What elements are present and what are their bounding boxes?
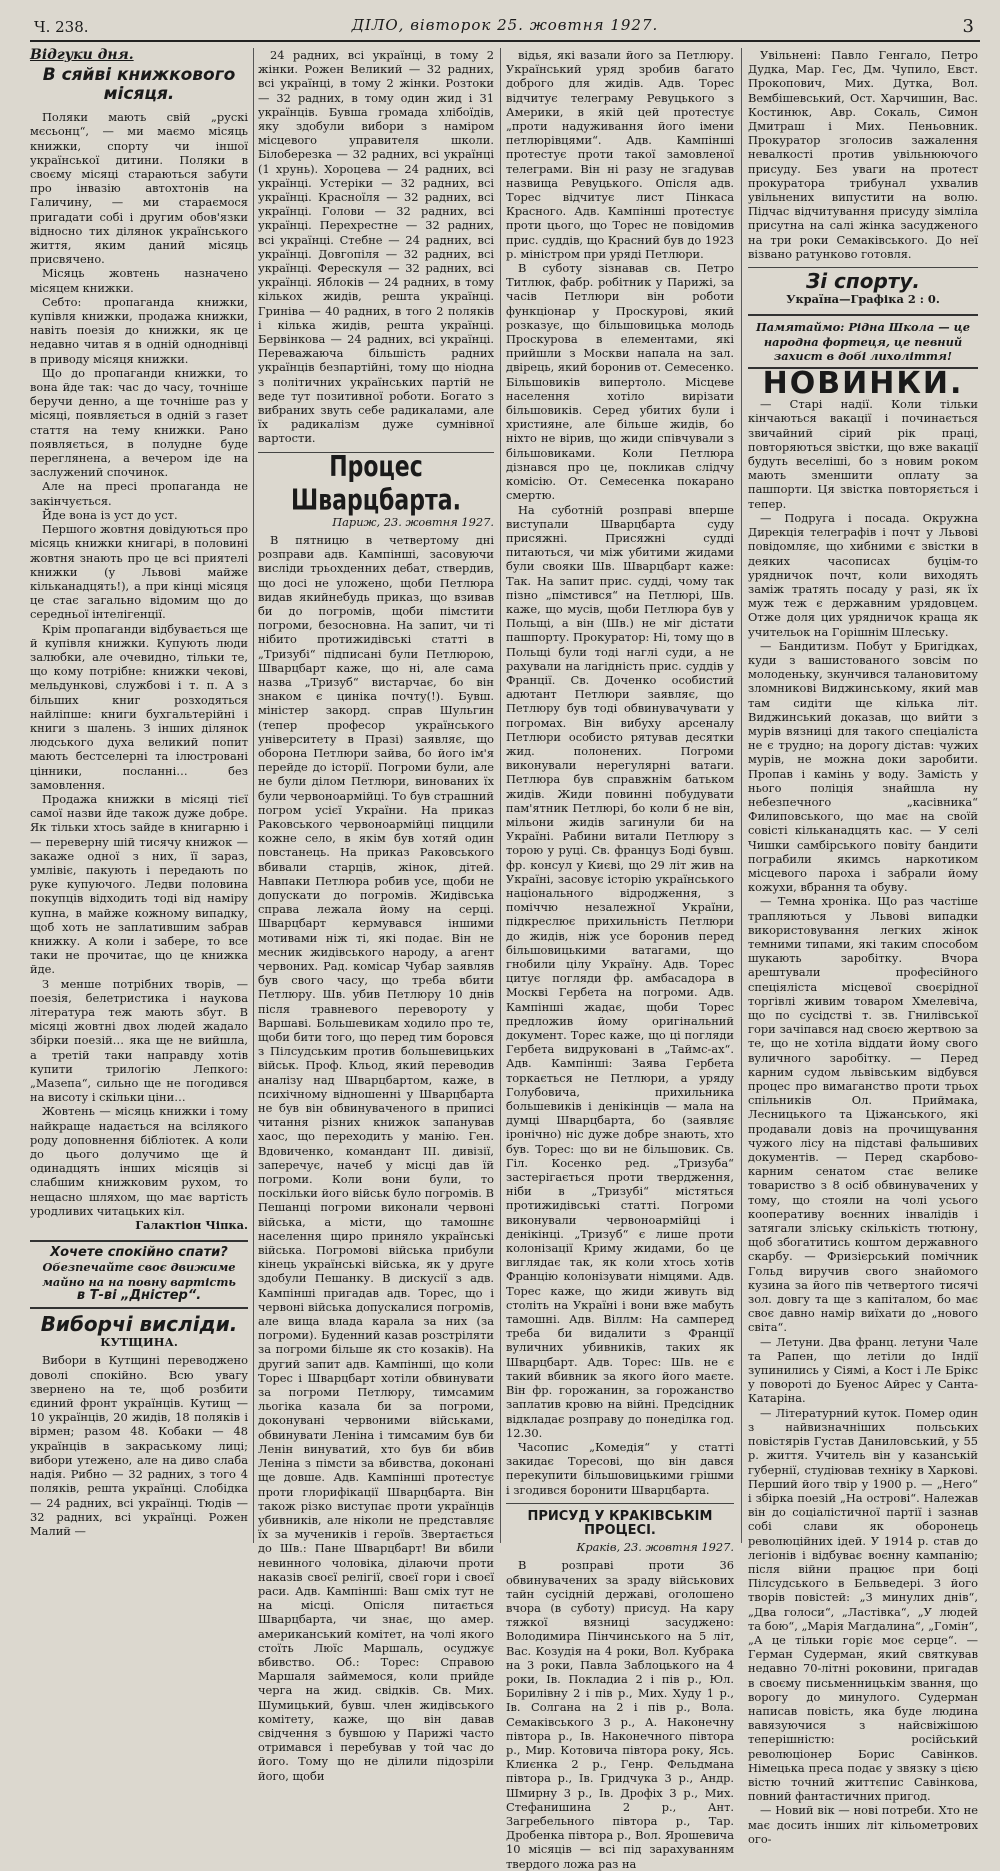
ad-title: Хочете спокійно спати? — [50, 1245, 228, 1261]
section-title: НОВИНКИ. — [762, 366, 964, 402]
column-1 — [30, 48, 248, 1543]
column-divider — [253, 48, 254, 1543]
news-item: — Бандитизм. Побут у Бригідках, куди з вашистованого зовсім по молоденьку, зкунчився талановитому зломникові Виджинському, який мав там сидіти ще кілька літ. Виджинський доказав, що вийти з мурів вязниці для такого спеціаліста не є трудно; на дорогу дістав: чужих мурів, не можна доки заробити. Пропав і камінь у воду. Замість у нього поліція знайшла ну небезпечного „касівника“ Филиповського, що має на своїй совісті кільканадцять кас. — У селі Чишки самбірського повіту бандити пограбили якимсь наркотиком місцевого пароха і забрали йому кожухи, вбрання та обуву. — [748, 638, 978, 895]
paragraph: На суботній розправі вперше виступали Шварцбарта суду присяжні. Присяжні судді питаються, чи між убитими жидами були свояки Шв. Шварцбарт каже: Так. На запит прис. судді, чому так пізно „пімстився“ на Петлюрі, Шв. каже, що мусів, щоби Петлюра був у Польщі, а він (Шв.) не міг дістати пашпорту. Прокуратор: Ні, тому що в Польщі були тоді наглі суди, а не рахували на лагідність прис. суддів у Франції. Св. Доченко особистий адютант Петлюри заявляє, що Петлюру був тоді обвинувачувати у погромах. Він вибуху арсеналу Петлюри особисто рятував десятки жид. полонених. Погроми виконували нерегулярні ватаги. Петлюра був справжнім батьком жидів. Жиди повинні побудувати пам'ятник Петлюрі, бо коли б не він, мільони жидів загинули би на Україні. Рабини витали Петлюру з торою у руці. Св. француз Боді бувш. фр. консул у Києві, що 29 літ жив на Україні, засовує історію українського національного відродження, з поміччю незалежної України, підкреслює прихильність Петлюри до жидів, ніж усе боронив перед більшовицькими ватагами, що гнобили цілу Україну. Адв. Торес цитує погляди фр. амбасадора в Москві Гербета на погроми. Адв. Кампінші жадає, щоби Торес предложив йому оригінальний документ. Торес каже, що ці погляди Гербета видруковані в „Таймс-ах“. Адв. Кампінші: Заява Гербета торкається не Петлюри, а уряду Голубовича, прихильника большевиків і денікінців — мала на думці Шварцбарта, бо (заявляє іронічно) ніс дуже добре знають, хто був. Торес: що ви не більшовик. Св. Гіл. Косенко ред. „Тризуба“ застерігається проти твердження, ніби в „Тризубі“ містяться протижидівські статті. Погроми виконували червоноармійці і денікінці. „Тризуб“ є лише проти колонізації Криму жидами, бо це виглядає так, як коли хтось хотів Францію колонізувати німцями. Адв. Торес каже, що жиди живуть від століть на Україні і вони вже мабуть тамошні. Адв. Віллм: На самперед треба би видалити з Франції вуличних убивників, таких як Шварцбарт. Адв. Торес: Шв. не є такий вбивник за якого його маєте. Він фр. горожанин, за горожанство заплатив кровю на війні. Предсідник відкладає розправу до понеділка год. 12.30. — [506, 502, 734, 1440]
column-divider — [500, 48, 501, 1543]
paragraph: Продажа книжки в місяці тієї самої назви йде також дуже добре. Як тільки хтось зайде в книгарню і — переверну шій тисячу книжок — закаже одної з них, її зараз, умлівіє, пакують і передають по руке купуючого. Ледви половина покупців відходить тоді від наміру купна, в майже кожному випадку, щоб хоть не заплатившим забрав книжку. А коли і забере, то все таки не прочитає, що це книжка йде. — [30, 791, 248, 977]
paragraph: Себто: пропаганда книжки, купівля книжки, продажа книжки, навіть поезія до книжки, як це недавно читав я в одній одноднівці в приводу місяця книжки. — [30, 294, 248, 366]
page-header — [30, 14, 980, 42]
ad-text: Обезпечайте своє движиме майно на на повну вартість — [42, 1260, 236, 1289]
column-3 — [506, 48, 734, 1871]
section-title: Зі спорту. — [806, 269, 920, 294]
paragraph: Крім пропаганди відбувається ще й купівля книжки. Купують люди залюбки, але очевидно, тільки те, що кому потрібне: книжки чекові, мельдункові, службові і т. п. А з більших книг розходяться найліпше: книги бухгальтерійні і книги з шалень. З інших ділянок людського духа великий попит мають бестселерні та ілюстровані цінники, посланні… без замовлення. — [30, 621, 248, 792]
sport-result: Україна—Графіка 2 : 0. — [786, 292, 940, 307]
page-number: 3 — [962, 16, 974, 37]
news-item: — Летуни. Два франц. летуни Чале та Рапен, що летіли до Індії зупинились у Сіямі, а Кост і Ле Брікс у повороті до Буенос Айрес у Санта-Катаріна. — [748, 1334, 978, 1406]
masthead: ДІЛО, вівторок 25. жовтня 1927. — [351, 16, 659, 34]
paragraph: Йде вона із уст до уст. — [42, 507, 178, 522]
paragraph: В розправі проти 36 обвинувачених за зраду військових тайн сусідній державі, оголошено вчора (в суботу) присуд. На кару тяжкої вязниці засуджено: Володимира Пінчинського на 5 літ, Вас. Козудія на 4 роки, Вол. Кубрака на 3 роки, Павла Заблоцького на 4 роки, Ів. Покладиа 2 і пів р., Юл. Борилівну 2 і пів р., Мих. Худу 1 р., Ів. Солгана на 2 і пів р., Вола. Семаківського 3 р., А. Наконечну півтора р., Ів. Наконечного півтора р., Мир. Котовича півтора року, Ясь. Клиєнка 2 р., Генр. Фельдмана півтора р., Ів. Гридчука 3 р., Андр. Шмирну 3 р., Ів. Дрофіх 3 р., Мих. Стефанишина 2 р., Ант. Загребельного півтора р., Тар. Дробенка півтора р., Вол. Ярошевича 10 місяців — всі під зарахуванням твердого ложа раз на — [506, 1558, 734, 1871]
news-item: — Новий вік — нові потреби. Хто не має досить інших літ кільометрових ого- — [748, 1803, 978, 1846]
dateline: Краків, 23. жовтня 1927. — [576, 1540, 734, 1555]
ad-firm: в Т-ві „Дністер“. — [76, 1287, 202, 1303]
paragraph: Часопис „Комедія“ у статті закидає Торесові, що він дався перекупити більшовицькими грішми і згодився боронити Шварцбарта. — [506, 1439, 734, 1497]
paragraph: Першого жовтня довідуються про місяць книжки книгарі, в половині жовтня знають про це всі приятелі книжки (у Львові майже кільканадцять!), а при кінці місяця це стає загально відомим що до середньої інтелігенції. — [30, 522, 248, 622]
issue-number: Ч. 238. — [34, 18, 89, 36]
paragraph: Вибори в Кутщині переводжено доволі спокійно. Всю увагу звернено на те, щоб розбити єдиний фронт українців. Кутищ — 10 українців, 20 жидів, 18 поляків і вірмен; разом 48. Кобаки — 48 українців в закраському лиці; вибори утежено, але на диво слаба надія. Рибно — 32 радних, з того 4 поляків, решта українці. Слобідка — 24 радних, всі українці. Тюдів — 32 радних, всі українці. Рожен Малий — — [30, 1353, 248, 1538]
paragraph: Поляки мають свій „рускі мєсьонц“, — ми маємо місяць книжки, спорту чи іншої української дитини. Поляки в своєму місяці стараються забути про інвазію автохтонів на Галичину, — ми стараємося пригадати собі і другим обов'язки відносно тих ділянок українського життя, яким даний місяць присвячено. — [30, 110, 248, 267]
paragraph: відья, які вазали його за Петлюру. Український уряд зробив багато доброго для жидів. Адв. Торес відчитує телеграму Ревуцького з Америки, в якій цей протестує „проти надуживання його імени петлюрівцями“. Адв. Кампінші протестує проти такої замовленої телеграми. Він ні разу не згадував назвища Ревуцького. Опісля адв. Торес відчитує лист Пінкаса Красного. Адв. Кампінші протестує проти цього, що Торес не повідомив прис. суддів, що Красний був до 1923 р. міністром при уряді Петлюри. — [506, 48, 734, 261]
paragraph: З менше потрібних творів, — поезія, белетристика і наукова література теж мають збут. В місяці жовтні двох людей жадало збірки поезій… яка ще не вийшла, а третій таки направду хотів купити трилогію Лепкого: „Мазепа“, сильно ще не погодився на висоту і скільки ціни… — [30, 976, 248, 1105]
author-signature: Галактіон Чіпка. — [135, 1218, 248, 1233]
news-item: — Старі надії. Коли тільки кінчаються вакації і починається звичайний сірий рік праці, повторяються звістки, що вже вакації будуть веселіші, бо з новим роком мають зменшити оплату за пашпорти. Ця звістка повторяється і тепер. — [748, 397, 978, 511]
column-2 — [258, 48, 494, 1783]
paragraph: В суботу зізнавав св. Петро Титлюк, фабр. робітник у Парижі, за часів Петлюри він роботи функціонар у Проскурові, який розказує, що більшовицька молодь Проскурова в елементами, які прийшли з Москви напала на зал. двірець, який боронив от. Семесенко. Більшовиків випертоло. Місцеве населення хотіло вирізати більшовиків. Серед убитих були і християне, але більше жидів, бо ніхто не вірив, що жиди співчували з більшовиками. Коли Петлюра дізнався про це, покликав слідчу комісію. От. Семесенка покарано смертю. — [506, 261, 734, 503]
article-subtitle: КУТЩИНА. — [100, 1335, 178, 1350]
divider — [506, 1503, 734, 1504]
insurance-ad — [30, 1240, 248, 1309]
news-item: — Темна хроніка. Що раз частіше трапляються у Львові випадки використовування легких жінок темними типами, які таким способом шукають заробітку. Вчора арештували професійного спеціяліста місцевої своєрідної торгівлі живим товаром Хмелевіча, що по сусідстві т. зв. Гнилівської гори зачіпався над своєю жертвою за те, що не хотіла віддати йому свого вуличного заробітку. — Перед карним судом львівським відбувся процес про вимаганство проти трьох спільників Ол. Приймака, Лесницького та Ціжанського, які продавали довіз на прочищування чужого лісу на підставі фальшивих документів. — Перед скарбово-карним сенатом стає велике товариство з 8 осіб обвинувачених у тому, що стояли на чолі усього кооперативу воєнних інвалідів і затягали зліську скількість тютюну, щоб збогатитись коштом державного скарбу. — Фризієрський помічник Гольд виручив свого знайомого кузина за його пів четвертого тисячі зол. довгу та ще з капіталом, бо має своє давно намір виїхати до „нового світа“. — [748, 894, 978, 1335]
column-4 — [748, 48, 978, 1846]
slogan-box: Памятаймо: Рідна Школа — це народна фортеця, це певний захист в добі лихоліття! — [748, 314, 978, 369]
article-title: Виборчі висліди. — [40, 1312, 238, 1337]
divider — [748, 267, 978, 268]
article-title: Процес Шварцбарта. — [291, 450, 461, 518]
paragraph: Жовтень — місяць книжки і тому найкраще надається на всілякого роду доповнення бібліотек. А коли до цього долучимо ще й одинадцять інших місяців зі слабшим книжковим рухом, то нещасно шляхом, що має вартість уродливих читацьких кіл. — [30, 1104, 248, 1218]
paragraph: Що до пропаганди книжки, то вона йде так: час до часу, точніше беручи денно, а ще точніше раз у місяці, появляється в одній з газет стаття на тему книжки. Рано появляється, в полудне буде переглянена, а вечером іде на заслужений спочинок. — [30, 365, 248, 480]
news-item: — Літературний куток. Помер один з найвизначніших польських повістярів Густав Даниловський, у 55 р. життя. Учитель він у казанській губернії, студіював техніку в Харкові. Перший його твір у 1900 р. — „Него“ і збірка поезій „На острові“. Належав він до соціалістичної партії і зазнав собі слави як оборонець революційних ідей. У 1914 р. став до легіонів і відбуває воєнну кампанію; після війни працює при боці Пілсудського в Бельведері. З його творів повістей: „З минулих днів“, „Два голоси“, „Ластівка“, „У людей та бою“, „Марія Магдалина“, „Гомін“, „А це тільки горіє моє серце“. — Герман Судерман, який святкував недавно 70-літні роковини, пригадав в своєму письменницькім звання, що ворогу до минулого. Судерман написав повість, яка буде людина вавязуючися з найсвіжішою теперішністю: російський революціонер Борис Савінков. Німецька преса подає у звязку з цією вістю точний життєпис Савінкова, повний фантастичних пригод. — [748, 1405, 978, 1804]
paragraph: Але на пресі пропаганда не закінчується. — [30, 479, 248, 508]
section-kicker: Відгуки дня. — [30, 47, 134, 63]
paragraph: Місяць жовтень назначено місяцем книжки. — [30, 266, 248, 295]
column-divider — [741, 48, 742, 1543]
news-item: — Подруга і посада. Окружна Дирекція телеграфів і почт у Львові повідомляє, що хибними є звістки в деяких часописах буцім-то урядничок почт, коли виходять заміж тратять посаду у разі, як їх муж теж є державним урядовцем. Отже доля цих урядничок краща як учительок на Горішнім Шлеську. — [748, 510, 978, 639]
paragraph: Увільнені: Павло Генгало, Петро Дудка, Мар. Гес, Дм. Чупило, Евст. Прокопович, Мих. Дутка, Вол. Вембішевський, Ост. Харчишин, Вас. Костинюк, Авр. Сокаль, Симон Дмитраш і Мих. Пеньовник. Прокуратор зголосив зажалення невалкості против увільнюючого присуду. Без уваги на протест прокуратора трибунал ухвалив увільнених випустити на волю. Підчас відчитування присуду зімліла присутна на салі жінка засудженого на три роки Семаківського. До неї візвано ратунково готовля. — [748, 48, 978, 261]
paragraph: 24 радних, всі українці, в тому 2 жінки. Рожен Великий — 32 радних, всі українці, в тому 2 жінки. Розтоки — 32 радних, в тому один жид і 31 українців. Бувша громада хлібоїдів, яку здобули вибори з наміром місцевого управителя школи. Білоберезка — 32 радних, всі українці (1 хрунь). Хороцева — 24 радних, всі українці. Устеріки — 32 радних, всі українці. Красноїля — 32 радних, всі українці. Голови — 32 радних, всі українці. Перехрестне — 32 радних, всі українці. Стебне — 24 радних, всі українці. Довгопіля — 32 радних, всі українці. Ферескуля — 32 радних, всі українці. Яблоків — 24 радних, в тому кількох жидів, решта українці. Гриніва — 40 радних, в того 2 поляків і кілька жидів, решта українці. Бервінкова — 24 радних, всі українці. Переважаюча більшість радних українців безпартійні, тому що ніодна з політичних українських партій не веде тут позитивної роботи. Богато з вибраних звуть себе радикалами, але їх радикалізм дуже сумнівної вартости. — [258, 48, 494, 446]
dateline: Париж, 23. жовтня 1927. — [332, 514, 494, 529]
article-title: ПРИСУД У КРАКІВСЬКІМ ПРОЦЕСІ. — [527, 1508, 713, 1538]
paragraph: В пятницю в четвертому дні розправи адв. Кампінші, засовуючи висліди трьохденних дебат, ствердив, що досі не уложено, щоби Петлюра видав якийнебудь приказ, що взивав би до погромів, щоби пімстити погроми, безосновна. На запит, чи ті нібито протижидівські статті в „Тризубі“ підписані були Петлюрою, Шварцбарт каже, що ні, але сама назва „Тризуб“ вистарчає, бо він знаком є циніка почту(!). Бувш. міністер закорд. справ Шульгин (тепер професор українського університету в Празі) заявляє, що оборона Петлюри зайва, бо його ім'я перейде до історії. Погроми були, але не були ділом Петлюри, винованих їх були червоноармійці. То був страшний погром усієї України. На приказ Раковського червоноармійці пиццили кожне село, в якім був хотяй один повстанець. На приказ Раковського вбивали старців, жінок, дітей. Навпаки Петлюра робив усе, щоби не допускати до погромів. Жидівська справа лежала йому на серці. Шварцбарт кермувався іншими мотивами ніж ті, які подає. Він не месник жидівського народу, а агент червоних. Рад. комісар Чубар заявляв був свого часу, що треба вбити Петлюру. Шв. убив Петлюру 10 днів після травневого перевороту у Варшаві. Большевикам ходило про те, щоби бити того, що перед тим боровся з Пілсудським против большевицьких військ. Проф. Кльод, який переводив аналізу над Шварцбартом, каже, в психічному відношенні у Шварцбарта не був він обвинуваченого в приписі читання різних книжок запанував хаос, що переходить у манію. Ген. Вдовиченко, командант III. дивізії, заперечує, начеб у місці дав їй погроми. Коли вони були, то поскільки його військ було погромів. В Пешанці погроми виконали червоні війська, а місти, що тамошнє населення щиро приняло українські війська. Погромові війська прибули кінець українські війська, як у друге здобули Пешанку. В дискусії з адв. Кампінші пригадав адв. Торес, що і червоні війська допускалися погромів, але вища влада карала за них (за погроми). Буденний казав розстріляти за погроми більше як сто козаків). На другий запит адв. Кампінші, що коли Торес і Шварцбарт хотіли обвинувати за погроми Петлюру, тимсамим льогіка казала би за погроми, доконувані червоними військами, обвинувати Леніна і тимсамим був би Ленін винуватий, хто був би вбив Леніна з пімсти за вбивства, доконані ще довше. Адв. Кампінші протестує проти глорифікації Шварцбарта. Він також різко виступає проти українців убивників, але ніколи не представляє їх за мучеників і героїв. Звертається до Шв.: Пане Шварцбарт! Ви вбили невинного чоловіка, ділаючи проти наказів своєї релігії, своєї гори і своєї раси. Адв. Кампінші: Ваш сміх тут не на місці. Опісля питається Шварцбарта, чи знає, що амер. американський комітет, на чолі якого стоїть Люїс Маршаль, осуджує вбивство. Об.: Торес: Справою Маршаля займемося, коли прийде черга на жид. свідків. Св. Мих. Шумицький, бувш. член жидівського комітету, каже, що він давав свідчення з бувшою у Парижі часто отримався і перебував у той час до його. Тому що не ділили підозріли його, щоби — [258, 532, 494, 1783]
article-title: В сяйві книжкового місяця. — [42, 65, 236, 105]
